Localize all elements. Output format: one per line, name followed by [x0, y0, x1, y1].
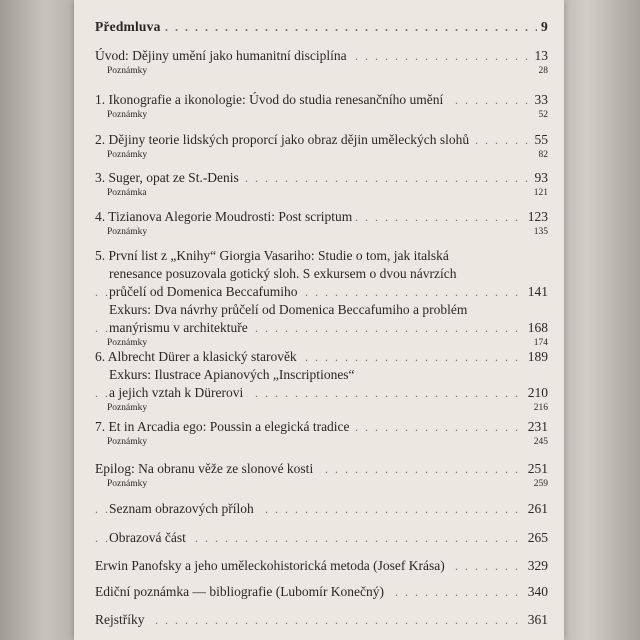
toc-notes-row: [95, 226, 548, 238]
toc-entry-page: 251: [524, 460, 548, 478]
toc-entry-page: 123: [524, 208, 548, 226]
book-page: [74, 0, 564, 640]
toc-excursus-line: Exkurs: Dva návrhy průčelí od Domenica Beccafumiho a problém: [109, 302, 471, 317]
toc-entry-title: Ediční poznámka — bibliografie (Lubomír Konečný): [95, 584, 388, 599]
toc-notes-row: [95, 109, 548, 121]
toc-excursus-page: 210: [524, 384, 548, 402]
toc-notes-page: 259: [533, 479, 548, 489]
toc-entry-chapter-1[interactable]: [95, 91, 548, 121]
toc-entry-list-of-plates[interactable]: [95, 500, 548, 518]
toc-entry-page: 361: [524, 611, 548, 629]
toc-notes-row: [95, 65, 548, 77]
toc-notes-row: [95, 402, 548, 414]
toc-entry-chapter-6[interactable]: [95, 348, 548, 414]
toc-entry-epilogue[interactable]: [95, 460, 548, 490]
toc-notes-row: [95, 149, 548, 161]
toc-excursus-page: 168: [524, 319, 548, 337]
toc-entry-page: 33: [531, 91, 549, 109]
toc-entry-chapter-3[interactable]: [95, 169, 548, 199]
toc-notes-page: 216: [533, 403, 548, 413]
toc-excursus-line: Exkurs: Ilustrace Apianových „Inscriptiones“: [109, 367, 359, 382]
toc-notes-page: 135: [533, 227, 548, 237]
table-of-contents: [74, 0, 564, 640]
toc-entry-index[interactable]: [95, 611, 548, 629]
toc-entry-title: 7. Et in Arcadia ego: Poussin a elegická tradice: [95, 419, 354, 434]
toc-entry-page: 55: [531, 131, 549, 149]
photo-background-left: [0, 0, 74, 640]
toc-entry-page: 231: [524, 418, 548, 436]
toc-entry-title: Rejstříky: [95, 612, 149, 627]
photo-background-right: [564, 0, 640, 640]
toc-notes-label: Poznámky: [107, 479, 148, 489]
toc-notes-row: [95, 478, 548, 490]
toc-entry-title: Úvod: Dějiny umění jako humanitní disciplína: [95, 48, 351, 63]
toc-notes-row: [95, 436, 548, 448]
toc-notes-row: [95, 187, 548, 199]
toc-notes-label: Poznámka: [107, 188, 147, 198]
toc-entry-page: 93: [531, 169, 549, 187]
toc-entry-page: 340: [524, 583, 548, 601]
toc-entry-page: 261: [524, 500, 548, 518]
toc-entry-editorial-note[interactable]: [95, 583, 548, 601]
toc-entry-chapter-2[interactable]: [95, 131, 548, 161]
toc-entry-page: 265: [524, 529, 548, 547]
toc-entry-title: Předmluva: [95, 19, 165, 34]
toc-entry-title: 6. Albrecht Dürer a klasický starověk: [95, 349, 301, 364]
toc-entry-title: 3. Suger, opat ze St.-Denis: [95, 170, 243, 185]
toc-entry-page: 141: [524, 283, 548, 301]
toc-notes-page: 28: [538, 66, 548, 76]
toc-entry-afterword[interactable]: [95, 557, 548, 575]
toc-notes-label: Poznámky: [107, 338, 148, 348]
toc-entry-title: Erwin Panofsky a jeho uměleckohistorická metoda (Josef Krása): [95, 558, 449, 573]
toc-entry-page: 189: [524, 348, 548, 366]
toc-notes-label: Poznámky: [107, 66, 148, 76]
toc-entry-introduction[interactable]: [95, 47, 548, 77]
toc-entry-foreword[interactable]: [95, 18, 548, 36]
toc-notes-label: Poznámky: [107, 403, 148, 413]
toc-entry-title-line: 5. První list z „Knihy“ Giorgia Vasariho: Studie o tom, jak italská: [95, 248, 453, 263]
toc-notes-page: 82: [538, 150, 548, 160]
toc-entry-title: 2. Dějiny teorie lidských proporcí jako obraz dějin uměleckých slohů: [95, 132, 473, 147]
toc-entry-title: Obrazová část: [109, 530, 190, 545]
toc-notes-label: Poznámky: [107, 150, 148, 160]
toc-excursus-line: a jejich vztah k Dürerovi: [109, 385, 247, 400]
toc-entry-title: Seznam obrazových příloh: [109, 501, 258, 516]
toc-excursus-line: manýrismu v architektuře: [109, 320, 252, 335]
toc-entry-chapter-7[interactable]: [95, 418, 548, 448]
toc-entry-title-line: renesance posuzovala gotický sloh. S exkursem o dvou návrzích: [109, 266, 461, 281]
toc-notes-page: 52: [538, 110, 548, 120]
toc-entry-title: 4. Tizianova Alegorie Moudrosti: Post scriptum: [95, 209, 356, 224]
toc-entry-page: 329: [524, 557, 548, 575]
toc-entry-chapter-5[interactable]: [95, 247, 548, 349]
toc-notes-page: 174: [533, 338, 548, 348]
toc-entry-title: 1. Ikonografie a ikonologie: Úvod do studia renesančního umění: [95, 92, 447, 107]
toc-entry-plates[interactable]: [95, 529, 548, 547]
toc-entry-page: 9: [537, 18, 548, 36]
toc-notes-label: Poznámky: [107, 110, 148, 120]
toc-notes-page: 245: [533, 437, 548, 447]
toc-notes-label: Poznámky: [107, 437, 148, 447]
toc-entry-title: Epilog: Na obranu věže ze slonové kosti: [95, 461, 317, 476]
toc-entry-title-line: průčelí od Domenica Beccafumiho: [109, 284, 302, 299]
toc-entry-page: 13: [531, 47, 549, 65]
toc-notes-page: 121: [533, 188, 548, 198]
toc-notes-label: Poznámky: [107, 227, 148, 237]
toc-entry-chapter-4[interactable]: [95, 208, 548, 238]
